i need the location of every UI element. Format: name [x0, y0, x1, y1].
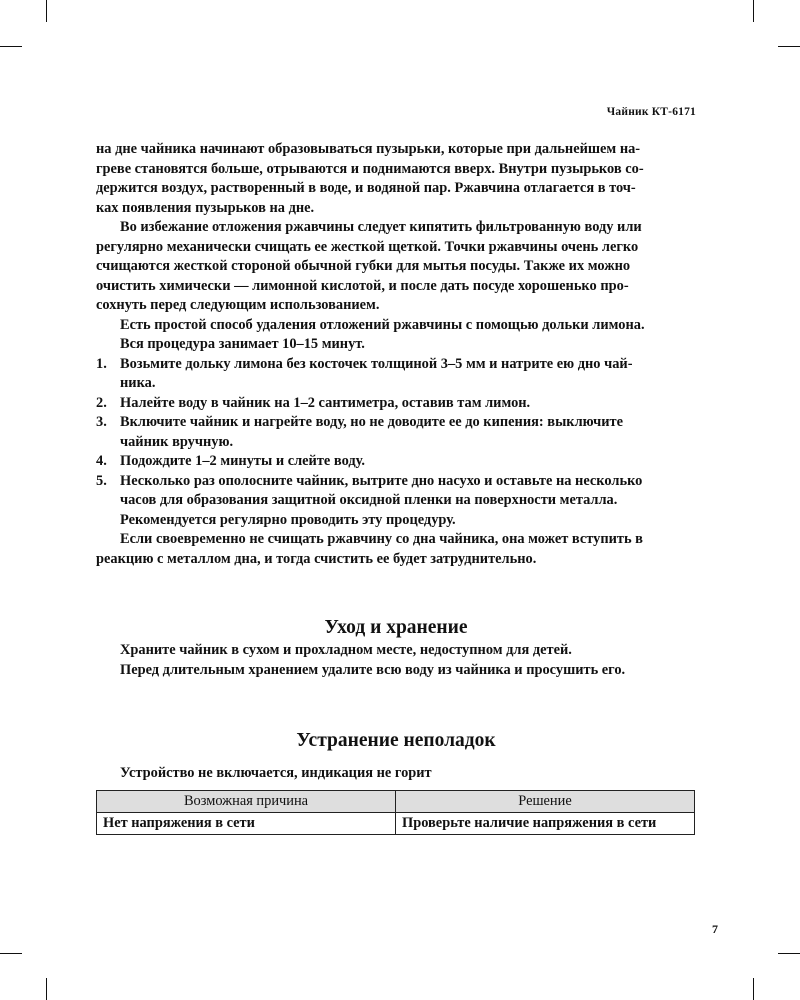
table-header-row	[97, 790, 695, 812]
list-item	[96, 394, 696, 414]
step-number: 2.	[96, 394, 107, 411]
crop-mark-right-top	[778, 46, 800, 47]
troubleshooting-section-title: Устранение неполадок	[296, 730, 496, 751]
list-item	[96, 355, 696, 394]
step-number: 1.	[96, 355, 107, 372]
text-line: Храните чайник в сухом и прохладном месте, недоступном для детей.	[120, 642, 572, 658]
text-line: сохнуть перед следующим использованием.	[96, 297, 380, 313]
continuation-paragraph	[96, 140, 696, 218]
text-line: держится воздух, растворенный в воде, и водяной пар. Ржавчина отлагается в точ-	[96, 180, 636, 196]
page-content	[96, 140, 696, 835]
step-text: часов для образования защитной оксидной пленки на поверхности металла.	[120, 492, 618, 508]
care-section-title: Уход и хранение	[324, 617, 468, 638]
step-text: Налейте воду в чайник на 1–2 сантиметра, оставив там лимон.	[120, 394, 531, 411]
step-text: чайник вручную.	[120, 433, 234, 450]
crop-mark-right-bottom	[778, 953, 800, 954]
step-number: 5.	[96, 472, 107, 489]
step-text: Несколько раз ополосните чайник, вытрите дно насухо и оставьте на несколько	[120, 472, 643, 489]
text-line: ках появления пузырьков на дне.	[96, 199, 315, 216]
text-line: греве становятся больше, отрываются и поднимаются вверх. Внутри пузырьков со-	[96, 160, 644, 177]
crop-mark-top-right	[753, 0, 754, 22]
lemon-intro-paragraph	[96, 316, 696, 355]
step-text: ника.	[120, 375, 156, 391]
list-item	[96, 413, 696, 452]
text-line: счищаются жесткой стороной обычной губки для мытья посуды. Также их можно	[96, 258, 631, 274]
warning-paragraph	[96, 530, 696, 569]
crop-mark-top-left	[46, 0, 47, 22]
text-line: регулярно механически счищать ее жесткой щеткой. Точки ржавчины очень легко	[96, 238, 639, 255]
crop-mark-bottom-left	[46, 978, 47, 1000]
text-line: Перед длительным хранением удалите всю воду из чайника и просушить его.	[120, 661, 626, 678]
list-item	[96, 452, 696, 472]
text-line: Во избежание отложения ржавчины следует кипятить фильтрованную воду или	[120, 219, 642, 235]
lemon-steps-list	[96, 355, 696, 511]
solution-cell: Проверьте наличие напряжения в сети	[396, 812, 695, 834]
list-item	[96, 472, 696, 511]
step-number: 3.	[96, 414, 107, 430]
recommendation-text: Рекомендуется регулярно проводить эту процедуру.	[120, 511, 456, 528]
crop-mark-left-bottom	[0, 953, 22, 954]
troubleshooting-table	[96, 790, 695, 835]
step-text: Возьмите дольку лимона без косточек толщиной 3–5 мм и натрите ею дно чай-	[120, 355, 633, 372]
text-line: Есть простой способ удаления отложений ржавчины с помощью дольки лимона.	[120, 316, 645, 333]
cause-cell: Нет напряжения в сети	[97, 812, 396, 834]
running-header: Чайник КТ-6171	[606, 106, 696, 118]
step-number: 4.	[96, 453, 107, 469]
problem-heading: Устройство не включается, индикация не горит	[120, 765, 432, 781]
crop-mark-left-top	[0, 46, 22, 47]
text-line: очистить химически — лимонной кислотой, и после дать посуде хорошенько про-	[96, 277, 629, 294]
step-text: Включите чайник и нагрейте воду, но не доводите ее до кипения: выключите	[120, 414, 623, 430]
prevention-paragraph	[96, 218, 696, 316]
text-line: реакцию с металлом дна, и тогда счистить ее будет затруднительно.	[96, 550, 537, 567]
text-line: Если своевременно не счищать ржавчину со дна чайника, она может вступить в	[120, 531, 643, 547]
care-paragraph	[96, 641, 696, 680]
table-row	[97, 812, 695, 834]
text-line: Вся процедура занимает 10–15 минут.	[120, 336, 365, 352]
column-header-cause: Возможная причина	[97, 790, 396, 812]
crop-mark-bottom-right	[753, 978, 754, 1000]
column-header-solution: Решение	[396, 790, 695, 812]
step-text: Подождите 1–2 минуты и слейте воду.	[120, 453, 365, 469]
text-line: на дне чайника начинают образовываться пузырьки, которые при дальнейшем на-	[96, 141, 641, 157]
page-number: 7	[712, 922, 718, 936]
